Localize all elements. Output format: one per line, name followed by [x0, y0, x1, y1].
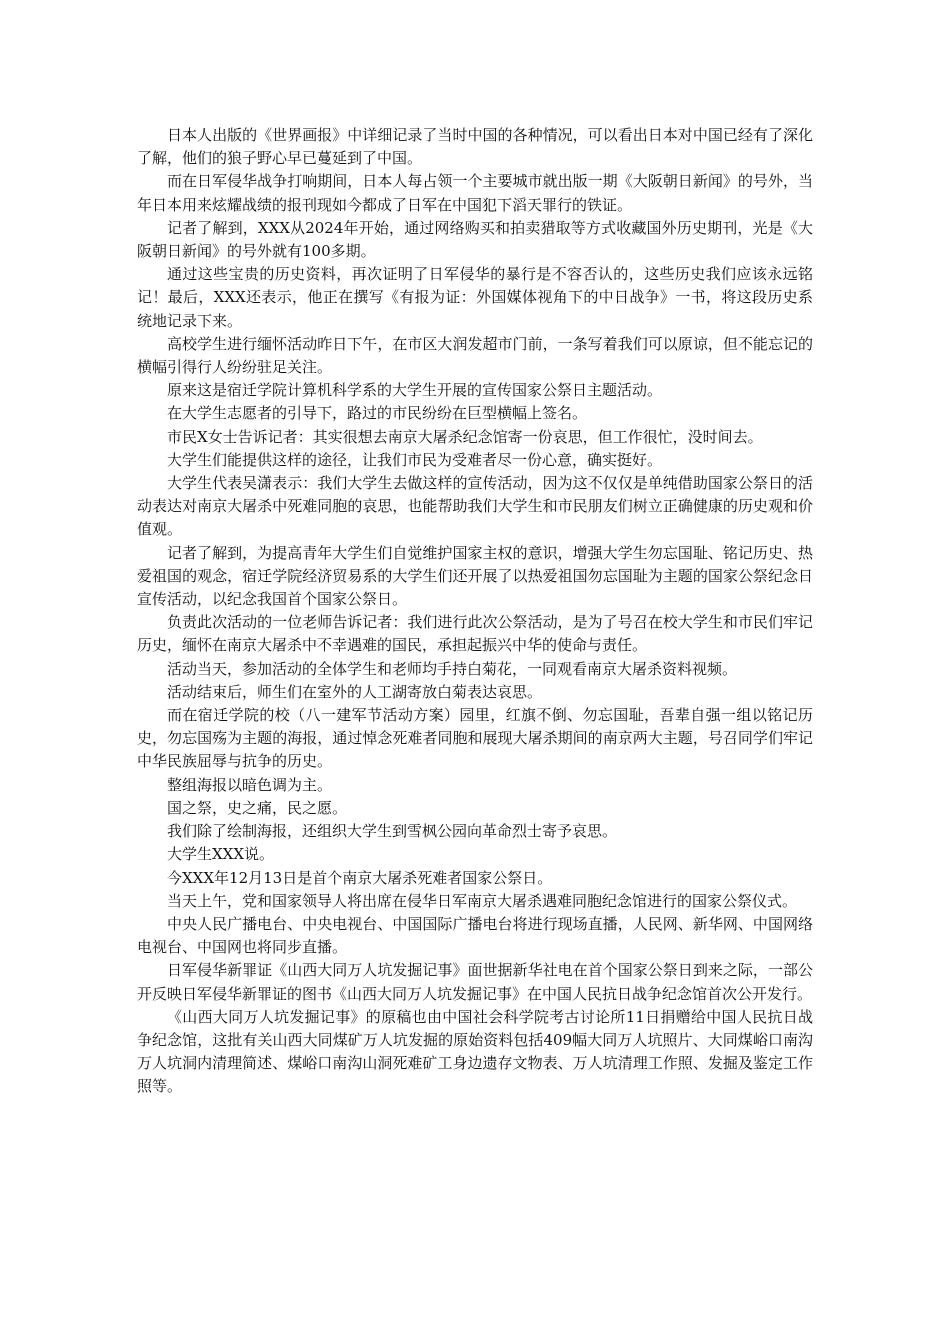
paragraph: 市民X女士告诉记者：其实很想去南京大屠杀纪念馆寄一份哀思，但工作很忙，没时间去。: [167, 427, 763, 446]
paragraph: 日军侵华新罪证《山西大同万人坑发掘记事》面世据新华社电在首个国家公祭日到来之际，一部公开反映日军侵华新罪证的图书《山西大同万人坑发掘记事》在中国人民抗日战争纪念馆首次公开发行。: [137, 961, 813, 1003]
paragraph: 活动当天，参加活动的全体学生和老师均手持白菊花，一同观看南京大屠杀资料视频。: [167, 659, 738, 678]
article-body: [137, 124, 813, 1099]
paragraph: 原来这是宿迁学院计算机科学系的大学生开展的宣传国家公祭日主题活动。: [167, 381, 663, 400]
paragraph: 大学生XXX说。: [167, 845, 275, 864]
paragraph: 在大学生志愿者的引导下，路过的市民纷纷在巨型横幅上签名。: [167, 404, 588, 423]
paragraph: 日本人出版的《世界画报》中详细记录了当时中国的各种情况，可以看出日本对中国已经有了深化了解，他们的狼子野心早已蔓延到了中国。: [137, 126, 813, 168]
paragraph: 今XXX年12月13日是首个南京大屠杀死难者国家公祭日。: [167, 868, 553, 887]
paragraph: 活动结束后，师生们在室外的人工湖寄放白菊表达哀思。: [167, 682, 543, 701]
paragraph: 《山西大同万人坑发掘记事》的原稿也由中国社会科学院考古讨论所11日捐赠给中国人民抗日战争纪念馆，这批有关山西大同煤矿万人坑发掘的原始资料包括409幅大同万人坑照片、大同煤峪口南沟万人坑洞内清理简述、煤峪口南沟山洞死难矿工身边遗存文物表、万人坑清理工作照、发掘及鉴定工作照等。: [137, 1007, 813, 1096]
paragraph: 记者了解到，为提高青年大学生们自觉维护国家主权的意识，增强大学生勿忘国耻、铭记历史、热爱祖国的观念，宿迁学院经济贸易系的大学生们还开展了以热爱祖国勿忘国耻为主题的国家公祭纪念日宣传活动，以纪念我国首个国家公祭日。: [137, 543, 813, 609]
paragraph: 记者了解到，XXX从2024年开始，通过网络购买和拍卖猎取等方式收藏国外历史期刊，光是《大阪朝日新闻》的号外就有100多期。: [137, 218, 813, 261]
paragraph: 国之祭，史之痛，民之愿。: [167, 798, 348, 817]
paragraph: 中央人民广播电台、中央电视台、中国国际广播电台将进行现场直播，人民网、新华网、中国网络电视台、中国网也将同步直播。: [137, 914, 813, 957]
paragraph: 负责此次活动的一位老师告诉记者：我们进行此次公祭活动，是为了号召在校大学生和市民们牢记历史，缅怀在南京大屠杀中不幸遇难的国民，承担起振兴中华的使命与责任。: [137, 613, 813, 655]
paragraph: 高校学生进行缅怀活动昨日下午，在市区大润发超市门前，一条写着我们可以原谅，但不能忘记的横幅引得行人纷纷驻足关注。: [137, 334, 813, 377]
paragraph: 通过这些宝贵的历史资料，再次证明了日军侵华的暴行是不容否认的，这些历史我们应该永远铭记！最后，XXX还表示，他正在撰写《有报为证：外国媒体视角下的中日战争》一书，将这段历史系统地记录下来。: [137, 265, 813, 330]
paragraph: 大学生代表吴潇表示：我们大学生去做这样的宣传活动，因为这不仅仅是单纯借助国家公祭日的活动表达对南京大屠杀中死难同胞的哀思，也能帮助我们大学生和市民朋友们树立正确健康的历史观和价值观。: [137, 474, 813, 539]
paragraph: 当天上午，党和国家领导人将出席在侵华日军南京大屠杀遇难同胞纪念馆进行的国家公祭仪式。: [167, 891, 798, 910]
paragraph: 大学生们能提供这样的途径，让我们市民为受难者尽一份心意，确实挺好。: [167, 450, 663, 469]
paragraph: 而在日军侵华战争打响期间，日本人每占领一个主要城市就出版一期《大阪朝日新闻》的号外，当年日本用来炫耀战绩的报刊现如今都成了日军在中国犯下滔天罪行的铁证。: [137, 172, 813, 214]
paragraph: 整组海报以暗色调为主。: [167, 775, 333, 794]
paragraph: 而在宿迁学院的校（八一建军节活动方案）园里，红旗不倒、勿忘国耻，吾辈自强一组以铭记历史，勿忘国殇为主题的海报，通过悼念死难者同胞和展现大屠杀期间的南京两大主题，号召同学们牢记中华民族屈辱与抗争的历史。: [137, 706, 813, 771]
paragraph: 我们除了绘制海报，还组织大学生到雪枫公园向革命烈士寄予哀思。: [167, 822, 618, 841]
